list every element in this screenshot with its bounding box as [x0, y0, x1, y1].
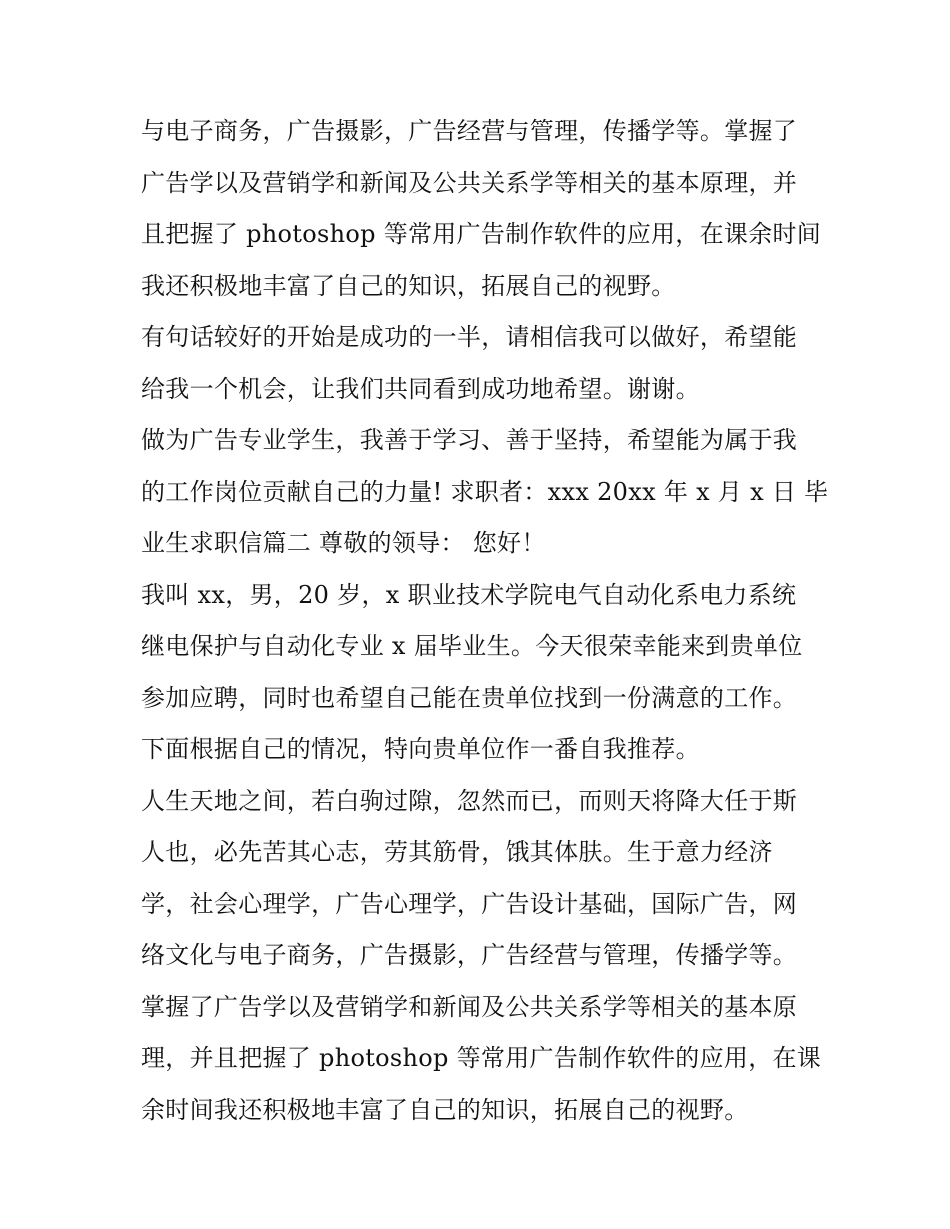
text-line: 学，社会心理学，广告心理学，广告设计基础，国际广告，网	[141, 889, 798, 918]
text-line: 有句话较好的开始是成功的一半，请相信我可以做好，希望能	[141, 323, 798, 351]
text-line: 人也，必先苦其心志，劳其筋骨，饿其体肤。生于意力经济	[141, 838, 773, 866]
text-line: 络文化与电子商务，广告摄影，广告经营与管理，传播学等。	[141, 941, 798, 969]
text-line: 的工作岗位贡献自己的力量! 求职者：xxx 20xx 年 x 月 x 日 毕	[141, 477, 829, 506]
text-line: 下面根据自己的情况，特向贵单位作一番自我推荐。	[141, 735, 700, 763]
text-line: 我叫 xx，男，20 岁，x 职业技术学院电气自动化系电力系统	[141, 580, 797, 609]
text-line: 与电子商务，广告摄影，广告经营与管理，传播学等。掌握了	[141, 117, 798, 145]
body-text	[141, 106, 829, 1136]
text-line: 业生求职信篇二 尊敬的领导： 您好！	[141, 529, 546, 557]
text-line: 我还积极地丰富了自己的知识，拓展自己的视野。	[141, 271, 676, 300]
text-line: 给我一个机会，让我们共同看到成功地希望。谢谢。	[141, 374, 700, 403]
text-line: 掌握了广告学以及营销学和新闻及公共关系学等相关的基本原	[141, 992, 798, 1021]
text-line: 参加应聘，同时也希望自己能在贵单位找到一份满意的工作。	[141, 683, 798, 712]
text-line: 做为广告专业学生，我善于学习、善于坚持，希望能为属于我	[141, 426, 798, 454]
text-line: 余时间我还积极地丰富了自己的知识，拓展自己的视野。	[141, 1095, 749, 1124]
text-line: 且把握了 photoshop 等常用广告制作软件的应用，在课余时间	[141, 220, 822, 248]
text-line: 继电保护与自动化专业 x 届毕业生。今天很荣幸能来到贵单位	[141, 632, 803, 660]
text-line: 人生天地之间，若白驹过隙，忽然而已，而则天将降大任于斯	[141, 786, 798, 815]
text-line: 理，并且把握了 photoshop 等常用广告制作软件的应用，在课	[141, 1044, 822, 1072]
text-line: 广告学以及营销学和新闻及公共关系学等相关的基本原理，并	[141, 168, 798, 197]
